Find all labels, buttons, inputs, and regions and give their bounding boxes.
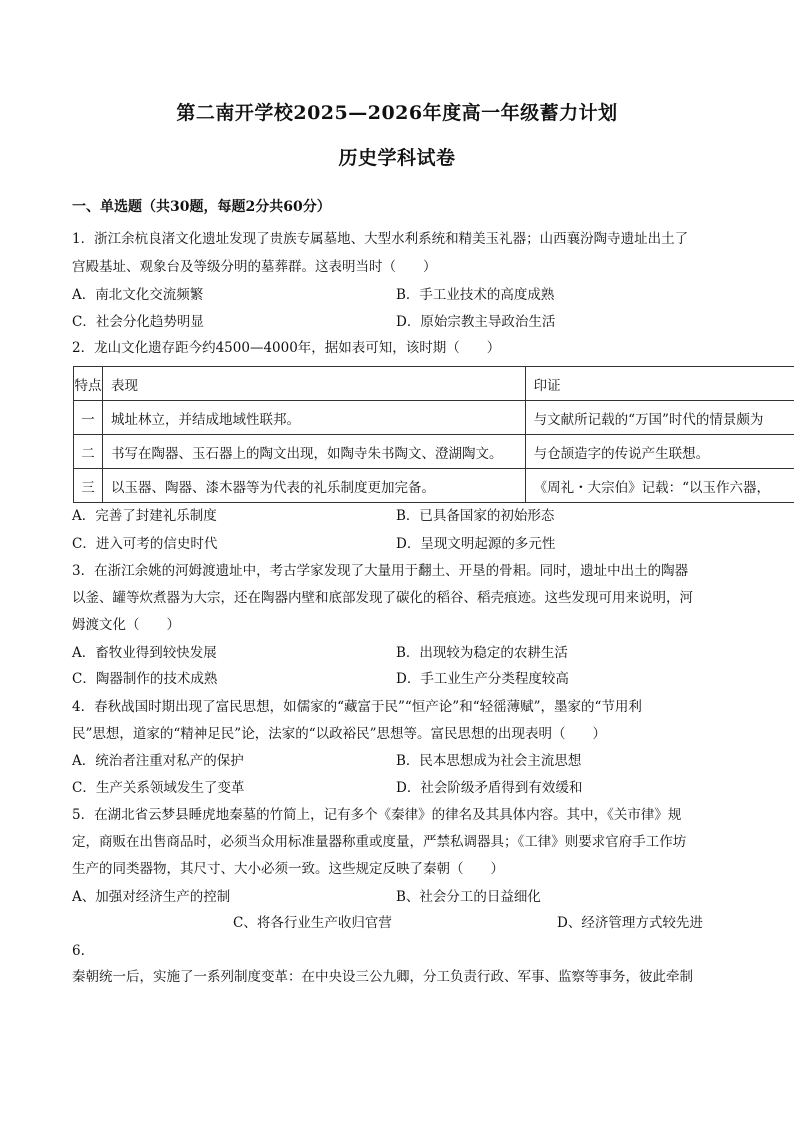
table-cell: 与仓颉造字的传说产生联想。 [525,435,794,469]
q1-stem-line2: 宫殿基址、观象台及等级分明的墓葬群。这表明当时（ ） [72,259,437,275]
q2-option-a[interactable]: A．完善了封建礼乐制度 [72,508,217,524]
q3-stem-line1: 3．在浙江余姚的河姆渡遗址中，考古学家发现了大量用于翻土、开垦的骨耜。同时，遗址中出土的陶器 [72,563,689,579]
q5-option-c[interactable]: C、将各行业生产收归官营 [233,915,392,931]
table-header-row [74,367,794,401]
table-header-cell: 印证 [525,367,794,401]
q5-stem-line2: 定，商贩在出售商品时，必须当众用标准量器称重或度量，严禁私调器具；《工律》则要求官府手工作坊 [72,834,687,850]
q5-option-d[interactable]: D、经济管理方式较先进 [557,915,703,931]
table-cell: 书写在陶器、玉石器上的陶文出现，如陶寺朱书陶文、澄湖陶文。 [103,435,526,469]
q1-option-a[interactable]: A．南北文化交流频繁 [72,287,204,303]
table-cell: 一 [74,401,103,435]
exam-title: 第二南开学校2025—2026年度高一年级蓄力计划 [176,102,618,124]
table-cell: 三 [74,469,103,503]
exam-subtitle: 历史学科试卷 [338,147,456,169]
q5-stem-line3: 生产的同类器物，其尺寸、大小必须一致。这些规定反映了秦朝（ ） [72,861,504,877]
q1-option-d[interactable]: D．原始宗教主导政治生活 [396,314,556,330]
evidence-table [73,366,794,503]
q3-option-d[interactable]: D．手工业生产分类程度较高 [396,671,569,687]
q1-option-c[interactable]: C．社会分化趋势明显 [72,314,204,330]
q3-option-b[interactable]: B．出现较为稳定的农耕生活 [396,645,568,661]
table-cell: 与文献所记载的“万国”时代的情景颇为 [525,401,794,435]
table-row [74,469,794,503]
section-heading: 一、单选题（共30题，每题2分共60分） [72,199,331,215]
q4-option-c[interactable]: C．生产关系领域发生了变革 [72,780,245,796]
q5-stem-line1: 5．在湖北省云梦县睡虎地秦墓的竹简上，记有多个《秦律》的律名及其具体内容。其中，《关市律》规 [72,807,682,823]
q1-option-b[interactable]: B．手工业技术的高度成熟 [396,287,555,303]
table-cell: 以玉器、陶器、漆木器等为代表的礼乐制度更加完备。 [103,469,526,503]
q5-option-b[interactable]: B、社会分工的日益细化 [396,889,541,905]
q3-option-c[interactable]: C．陶器制作的技术成熟 [72,671,218,687]
table-header-cell: 表现 [103,367,526,401]
q4-option-d[interactable]: D．社会阶级矛盾得到有效缓和 [396,780,583,796]
table-header-cell: 特点 [74,367,103,401]
q1-stem-line1: 1．浙江余杭良渚文化遗址发现了贵族专属墓地、大型水利系统和精美玉礼器；山西襄汾陶寺遗址出土了 [72,231,689,247]
q2-option-b[interactable]: B．已具备国家的初始形态 [396,508,555,524]
table-row [74,401,794,435]
q2-option-d[interactable]: D．呈现文明起源的多元性 [396,536,556,552]
q4-option-b[interactable]: B．民本思想成为社会主流思想 [396,753,582,769]
q3-option-a[interactable]: A．畜牧业得到较快发展 [72,645,217,661]
q2-stem: 2．龙山文化遗存距今约4500—4000年，据如表可知，该时期（ ） [72,340,501,356]
table-cell: 《周礼・大宗伯》记载：“以玉作六器， [525,469,794,503]
q4-option-a[interactable]: A．统治者注重对私产的保护 [72,753,244,769]
q4-stem-line2: 民”思想，道家的“精神足民”论，法家的“以政裕民”思想等。富民思想的出现表明（ ） [72,726,607,742]
table-cell: 城址林立，并结成地域性联邦。 [103,401,526,435]
q6-stem-line1: 秦朝统一后，实施了一系列制度变革：在中央设三公九卿，分工负责行政、军事、监察等事务，彼此牵制 [72,969,693,985]
table-row [74,435,794,469]
q2-option-c[interactable]: C．进入可考的信史时代 [72,536,218,552]
table-cell: 二 [74,435,103,469]
q3-stem-line3: 姆渡文化（ ） [72,617,180,633]
q6-number: 6. [72,943,85,959]
q4-stem-line1: 4．春秋战国时期出现了富民思想，如儒家的“藏富于民”“恒产论”和“轻徭薄赋”，墨家的“节用利 [72,699,642,715]
q5-option-a[interactable]: A、加强对经济生产的控制 [72,889,231,905]
q3-stem-line2: 以釜、罐等炊煮器为大宗，还在陶器内壁和底部发现了碳化的稻谷、稻壳痕迹。这些发现可用来说明，河 [72,590,693,606]
